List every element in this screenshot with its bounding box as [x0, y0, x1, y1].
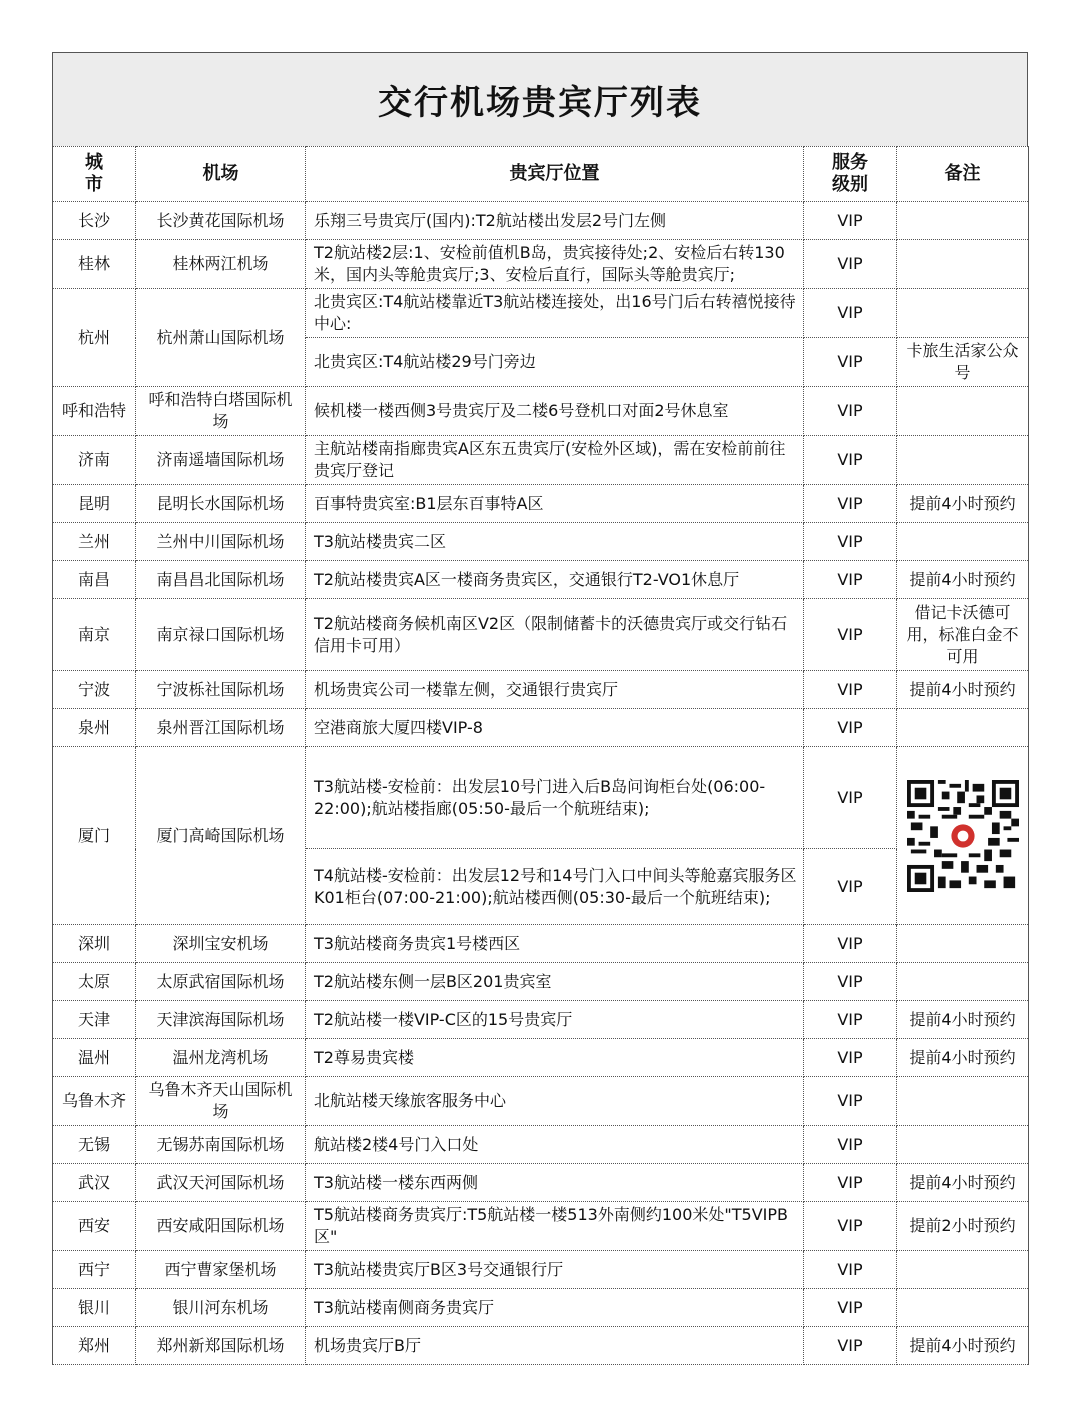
- level-cell: VIP: [804, 1251, 897, 1289]
- note-cell: [897, 709, 1029, 747]
- location-cell: T4航站楼-安检前：出发层12号和14号门入口中间头等舱嘉宾服务区K01柜台(07:00-21:00);航站楼西侧(05:30-最后一个航班结束);: [306, 849, 804, 925]
- city-cell: 昆明: [53, 485, 136, 523]
- airport-cell: 南京禄口国际机场: [136, 599, 306, 671]
- level-cell: VIP: [804, 747, 897, 849]
- table-row: [53, 599, 1029, 671]
- location-cell: 机场贵宾厅B厅: [306, 1327, 804, 1365]
- location-cell: 北贵宾区:T4航站楼29号门旁边: [306, 338, 804, 387]
- city-cell: 西宁: [53, 1251, 136, 1289]
- note-cell: [897, 1251, 1029, 1289]
- note-cell: [897, 240, 1029, 289]
- note-cell: 提前4小时预约: [897, 671, 1029, 709]
- airport-cell: 呼和浩特白塔国际机场: [136, 387, 306, 436]
- airport-cell: 银川河东机场: [136, 1289, 306, 1327]
- city-cell: 温州: [53, 1039, 136, 1077]
- title-bar: [52, 52, 1028, 146]
- location-cell: 空港商旅大厦四楼VIP-8: [306, 709, 804, 747]
- city-cell: 乌鲁木齐: [53, 1077, 136, 1126]
- location-cell: T3航站楼商务贵宾1号楼西区: [306, 925, 804, 963]
- city-cell: 兰州: [53, 523, 136, 561]
- level-cell: VIP: [804, 963, 897, 1001]
- airport-cell: 天津滨海国际机场: [136, 1001, 306, 1039]
- location-cell: T2航站楼贵宾A区一楼商务贵宾区，交通银行T2-VO1休息厅: [306, 561, 804, 599]
- note-cell: 提前4小时预约: [897, 1001, 1029, 1039]
- level-cell: VIP: [804, 289, 897, 338]
- note-cell: [897, 925, 1029, 963]
- note-cell: [897, 1126, 1029, 1164]
- airport-cell: 杭州萧山国际机场: [136, 289, 306, 387]
- city-cell: 杭州: [53, 289, 136, 387]
- table-row: [53, 561, 1029, 599]
- location-cell: T3航站楼一楼东西两侧: [306, 1164, 804, 1202]
- level-cell: VIP: [804, 436, 897, 485]
- table-row: [53, 289, 1029, 338]
- city-cell: 厦门: [53, 747, 136, 925]
- location-cell: T3航站楼-安检前：出发层10号门进入后B岛问询柜台处(06:00-22:00);航站楼指廊(05:50-最后一个航班结束);: [306, 747, 804, 849]
- table-row: [53, 523, 1029, 561]
- level-cell: VIP: [804, 849, 897, 925]
- note-cell: [897, 436, 1029, 485]
- city-cell: 武汉: [53, 1164, 136, 1202]
- city-cell: 长沙: [53, 202, 136, 240]
- location-cell: T2航站楼东侧一层B区201贵宾室: [306, 963, 804, 1001]
- note-cell: [897, 963, 1029, 1001]
- table-row: [53, 709, 1029, 747]
- note-cell: 提前4小时预约: [897, 561, 1029, 599]
- location-cell: 百事特贵宾室:B1层东百事特A区: [306, 485, 804, 523]
- location-cell: T2航站楼商务候机南区V2区（限制储蓄卡的沃德贵宾厅或交行钻石信用卡可用）: [306, 599, 804, 671]
- location-cell: T5航站楼商务贵宾厅:T5航站楼一楼513外南侧约100米处"T5VIPB区": [306, 1202, 804, 1251]
- table-row: [53, 963, 1029, 1001]
- level-cell: VIP: [804, 1289, 897, 1327]
- level-cell: VIP: [804, 523, 897, 561]
- header-city: 城 市: [53, 147, 136, 202]
- airport-cell: 南昌昌北国际机场: [136, 561, 306, 599]
- airport-cell: 泉州晋江国际机场: [136, 709, 306, 747]
- table-row: [53, 1164, 1029, 1202]
- level-cell: VIP: [804, 1327, 897, 1365]
- note-cell: [897, 387, 1029, 436]
- city-cell: 无锡: [53, 1126, 136, 1164]
- location-cell: T2航站楼一楼VIP-C区的15号贵宾厅: [306, 1001, 804, 1039]
- location-cell: 航站楼2楼4号门入口处: [306, 1126, 804, 1164]
- level-cell: VIP: [804, 1077, 897, 1126]
- airport-cell: 兰州中川国际机场: [136, 523, 306, 561]
- header-location: 贵宾厅位置: [306, 147, 804, 202]
- level-cell: VIP: [804, 240, 897, 289]
- city-cell: 桂林: [53, 240, 136, 289]
- city-cell: 银川: [53, 1289, 136, 1327]
- airport-cell: 济南遥墙国际机场: [136, 436, 306, 485]
- airport-cell: 深圳宝安机场: [136, 925, 306, 963]
- level-cell: VIP: [804, 1039, 897, 1077]
- airport-cell: 西安咸阳国际机场: [136, 1202, 306, 1251]
- table-row: [53, 1202, 1029, 1251]
- level-cell: VIP: [804, 709, 897, 747]
- level-cell: VIP: [804, 925, 897, 963]
- level-cell: VIP: [804, 202, 897, 240]
- location-cell: 北贵宾区:T4航站楼靠近T3航站楼连接处，出16号门后右转禧悦接待中心:: [306, 289, 804, 338]
- table-row: [53, 1126, 1029, 1164]
- qr-code-icon: [907, 780, 1019, 892]
- table-row: [53, 1289, 1029, 1327]
- city-cell: 济南: [53, 436, 136, 485]
- city-cell: 深圳: [53, 925, 136, 963]
- note-cell: 提前2小时预约: [897, 1202, 1029, 1251]
- table-row: [53, 1001, 1029, 1039]
- location-cell: T3航站楼贵宾二区: [306, 523, 804, 561]
- note-cell: 提前4小时预约: [897, 1327, 1029, 1365]
- level-cell: VIP: [804, 599, 897, 671]
- level-cell: VIP: [804, 387, 897, 436]
- table-row: [53, 1327, 1029, 1365]
- airport-cell: 太原武宿国际机场: [136, 963, 306, 1001]
- city-cell: 南昌: [53, 561, 136, 599]
- city-cell: 南京: [53, 599, 136, 671]
- city-cell: 天津: [53, 1001, 136, 1039]
- location-cell: 乐翔三号贵宾厅(国内):T2航站楼出发层2号门左侧: [306, 202, 804, 240]
- note-cell: [897, 289, 1029, 338]
- airport-cell: 昆明长水国际机场: [136, 485, 306, 523]
- note-cell: [897, 523, 1029, 561]
- location-cell: 主航站楼南指廊贵宾A区东五贵宾厅(安检外区域)，需在安检前前往贵宾厅登记: [306, 436, 804, 485]
- airport-cell: 郑州新郑国际机场: [136, 1327, 306, 1365]
- level-cell: VIP: [804, 1202, 897, 1251]
- table-row: [53, 1251, 1029, 1289]
- table-row: [53, 202, 1029, 240]
- qr-code-cell: [897, 747, 1029, 925]
- table-row: [53, 671, 1029, 709]
- header-level: 服务 级别: [804, 147, 897, 202]
- airport-cell: 乌鲁木齐天山国际机场: [136, 1077, 306, 1126]
- level-cell: VIP: [804, 485, 897, 523]
- location-cell: 北航站楼天缘旅客服务中心: [306, 1077, 804, 1126]
- note-cell: 提前4小时预约: [897, 1164, 1029, 1202]
- level-cell: VIP: [804, 671, 897, 709]
- header-row: [53, 147, 1029, 202]
- note-cell: [897, 202, 1029, 240]
- city-cell: 呼和浩特: [53, 387, 136, 436]
- qr-code: [903, 780, 1022, 892]
- table-row: [53, 747, 1029, 849]
- level-cell: VIP: [804, 338, 897, 387]
- city-cell: 郑州: [53, 1327, 136, 1365]
- table-row: [53, 1077, 1029, 1126]
- location-cell: 候机楼一楼西侧3号贵宾厅及二楼6号登机口对面2号休息室: [306, 387, 804, 436]
- airport-cell: 无锡苏南国际机场: [136, 1126, 306, 1164]
- city-cell: 宁波: [53, 671, 136, 709]
- table-row: [53, 1039, 1029, 1077]
- airport-cell: 桂林两江机场: [136, 240, 306, 289]
- page-title: 交行机场贵宾厅列表: [378, 83, 702, 123]
- city-cell: 泉州: [53, 709, 136, 747]
- location-cell: 机场贵宾公司一楼靠左侧，交通银行贵宾厅: [306, 671, 804, 709]
- lounge-list-sheet: [52, 52, 1028, 1365]
- table-row: [53, 436, 1029, 485]
- table-row: [53, 387, 1029, 436]
- airport-cell: 温州龙湾机场: [136, 1039, 306, 1077]
- table-row: [53, 485, 1029, 523]
- note-cell: 提前4小时预约: [897, 485, 1029, 523]
- note-cell: [897, 1077, 1029, 1126]
- location-cell: T2尊易贵宾楼: [306, 1039, 804, 1077]
- location-cell: T3航站楼贵宾厅B区3号交通银行厅: [306, 1251, 804, 1289]
- note-cell: 提前4小时预约: [897, 1039, 1029, 1077]
- airport-cell: 长沙黄花国际机场: [136, 202, 306, 240]
- airport-cell: 武汉天河国际机场: [136, 1164, 306, 1202]
- header-note: 备注: [897, 147, 1029, 202]
- note-cell: 卡旅生活家公众号: [897, 338, 1029, 387]
- lounge-table: [52, 146, 1029, 1365]
- header-airport: 机场: [136, 147, 306, 202]
- airport-cell: 宁波栎社国际机场: [136, 671, 306, 709]
- level-cell: VIP: [804, 1164, 897, 1202]
- table-row: [53, 240, 1029, 289]
- airport-cell: 厦门高崎国际机场: [136, 747, 306, 925]
- city-cell: 太原: [53, 963, 136, 1001]
- level-cell: VIP: [804, 1001, 897, 1039]
- table-row: [53, 925, 1029, 963]
- location-cell: T2航站楼2层:1、安检前值机B岛，贵宾接待处;2、安检后右转130米，国内头等舱贵宾厅;3、安检后直行，国际头等舱贵宾厅;: [306, 240, 804, 289]
- city-cell: 西安: [53, 1202, 136, 1251]
- airport-cell: 西宁曹家堡机场: [136, 1251, 306, 1289]
- level-cell: VIP: [804, 1126, 897, 1164]
- level-cell: VIP: [804, 561, 897, 599]
- note-cell: 借记卡沃德可用，标准白金不可用: [897, 599, 1029, 671]
- location-cell: T3航站楼南侧商务贵宾厅: [306, 1289, 804, 1327]
- note-cell: [897, 1289, 1029, 1327]
